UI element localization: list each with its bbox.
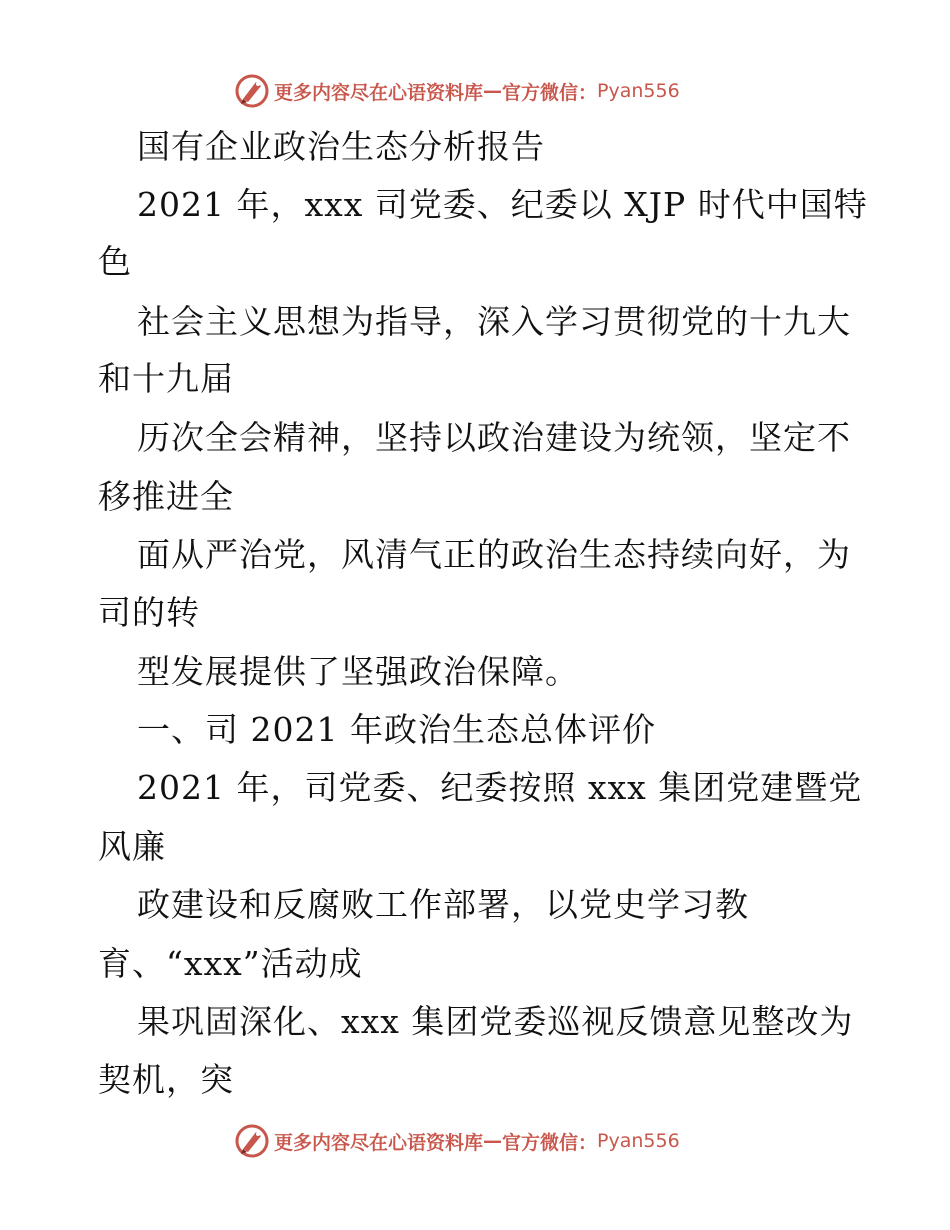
- watermark-text: 更多内容尽在心语资料库: [274, 81, 484, 104]
- watermark-separator: —: [483, 1130, 503, 1152]
- paragraph-line: 型发展提供了坚强政治保障。: [137, 652, 579, 691]
- paragraph-line: 2021 年，司党委、纪委按照 xxx 集团党建暨党: [137, 768, 863, 807]
- paragraph-line: 契机，突: [98, 1060, 234, 1099]
- paragraph-line: 2021 年，xxx 司党委、纪委以 XJP 时代中国特: [137, 185, 868, 224]
- paragraph-line: 色: [98, 242, 132, 281]
- paragraph-line: 政建设和反腐败工作部署，以党史学习教: [137, 885, 749, 924]
- watermark-banner-bottom: [234, 1121, 680, 1161]
- paragraph-line: 移推进全: [98, 477, 234, 516]
- paragraph-line: 司的转: [98, 593, 200, 632]
- section-heading: 一、司 2021 年政治生态总体评价: [137, 710, 656, 749]
- paragraph-line: 面从严治党，风清气正的政治生态持续向好，为: [137, 535, 851, 574]
- pen-logo-icon: [234, 73, 270, 109]
- paragraph-line: 历次全会精神，坚持以政治建设为统领，坚定不: [137, 418, 851, 457]
- paragraph-line: 果巩固深化、xxx 集团党委巡视反馈意见整改为: [137, 1002, 854, 1041]
- watermark-contact: 官方微信：: [502, 81, 598, 104]
- paragraph-line: 和十九届: [98, 359, 234, 398]
- pen-logo-icon: [234, 1123, 270, 1159]
- paragraph-line: 育、“xxx”活动成: [98, 944, 363, 983]
- watermark-banner-top: [234, 71, 680, 111]
- watermark-separator: —: [483, 80, 503, 102]
- watermark-id: Pyan556: [597, 80, 680, 102]
- watermark-id: Pyan556: [597, 1130, 680, 1152]
- watermark-text: 更多内容尽在心语资料库: [274, 1131, 484, 1154]
- paragraph-line: 社会主义思想为指导，深入学习贯彻党的十九大: [137, 302, 851, 341]
- document-title: 国有企业政治生态分析报告: [137, 127, 545, 166]
- watermark-contact: 官方微信：: [502, 1131, 598, 1154]
- paragraph-line: 风廉: [98, 827, 166, 866]
